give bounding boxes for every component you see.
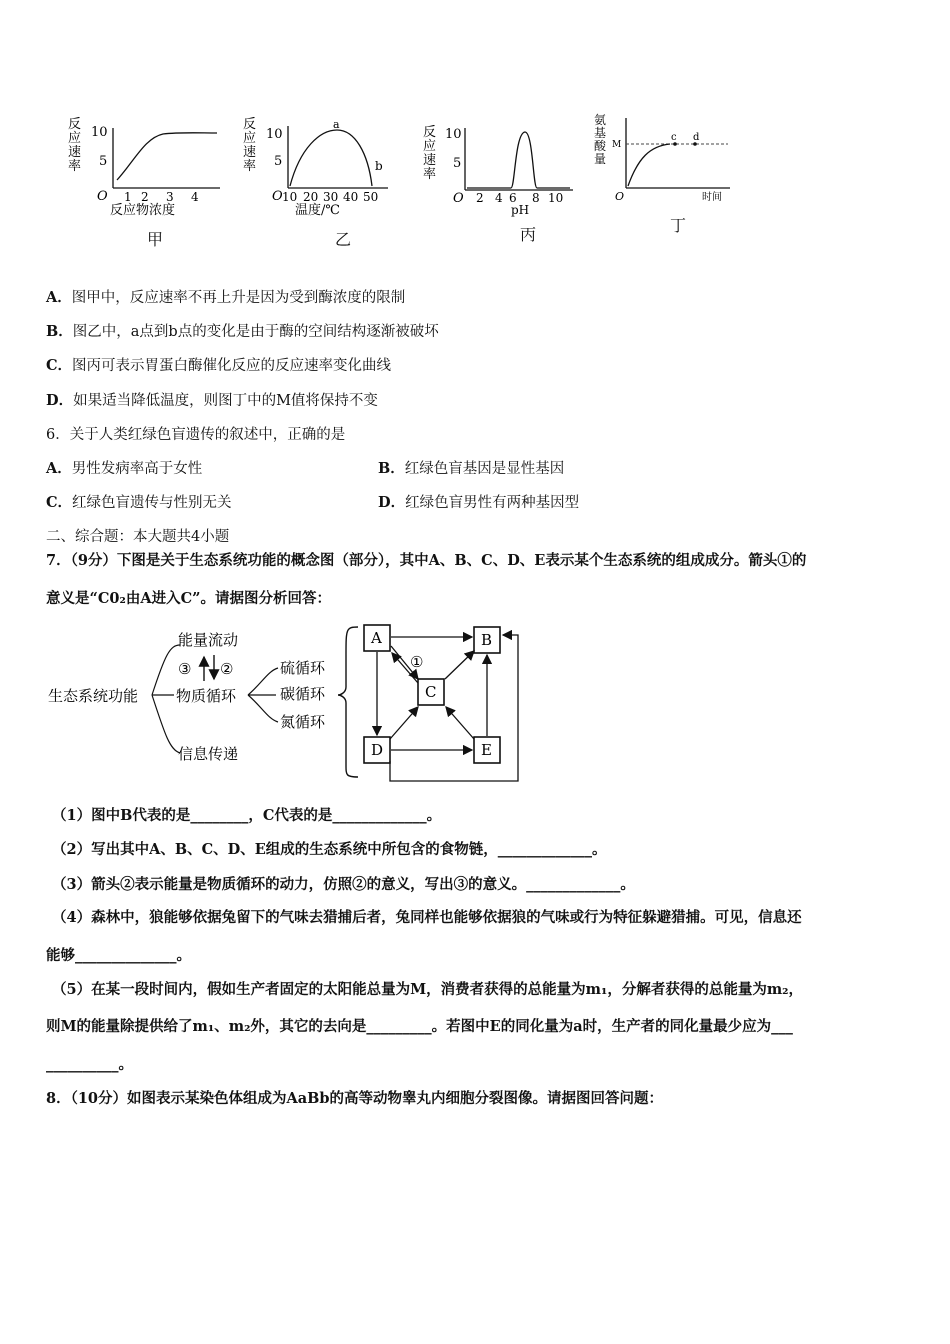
- concept-carbon-cycle: 碳循环: [280, 685, 326, 703]
- q7-sub3: （3）箭头②表示能量是物质循环的动力，仿照②的意义，写出③的意义。_____________。: [52, 876, 635, 893]
- chart-ding-annotation-c: c: [671, 132, 677, 143]
- node-D: [364, 737, 390, 763]
- chart-ding: [594, 113, 730, 203]
- svg-text:2: 2: [476, 191, 484, 205]
- chart-yi-curve: [290, 130, 372, 186]
- svg-text:反: 反: [423, 125, 437, 140]
- q7-sub5-line3: __________。: [46, 1056, 133, 1073]
- q6-option-c: C．红绿色盲遗传与性别无关: [46, 494, 232, 511]
- chart-jia-xtick: 1: [124, 190, 132, 204]
- svg-text:O: O: [615, 190, 625, 203]
- ecosystem-concept-map: [40, 615, 540, 790]
- chart-yi-annotation-b: b: [375, 159, 383, 173]
- chart-jia-ylabel-1: 反: [68, 117, 82, 132]
- concept-arrow-label-3: ③: [178, 660, 192, 678]
- svg-text:量: 量: [594, 152, 607, 166]
- chart-jia-curve: [117, 133, 217, 180]
- svg-text:率: 率: [423, 167, 437, 182]
- chart-jia-xtick: 2: [141, 190, 149, 204]
- arrow-label-1: ①: [410, 653, 424, 671]
- node-B: [474, 627, 500, 653]
- q5-option-d: D．如果适当降低温度，则图丁中的M值将保持不变: [46, 392, 378, 409]
- svg-text:应: 应: [243, 131, 257, 146]
- chart-yi-annotation-a: a: [333, 118, 340, 131]
- svg-text:基: 基: [594, 126, 607, 140]
- q6-option-d: D．红绿色盲男性有两种基因型: [378, 494, 580, 511]
- chart-ding-xlabel: 时间: [702, 192, 722, 203]
- concept-root: 生态系统功能: [48, 687, 139, 705]
- svg-text:率: 率: [243, 159, 257, 174]
- svg-text:C: C: [425, 683, 437, 701]
- svg-text:40: 40: [343, 190, 359, 204]
- svg-text:氨: 氨: [594, 113, 607, 127]
- svg-text:10: 10: [548, 191, 564, 205]
- chart-bing-label: 丙: [520, 227, 537, 244]
- q7-sub1: （1）图中B代表的是________，C代表的是_____________。: [52, 807, 442, 824]
- chart-jia-ytick-5: 5: [99, 154, 108, 169]
- chart-yi: [243, 117, 388, 218]
- svg-text:温度/℃: 温度/℃: [295, 203, 340, 218]
- q7-sub5-line2: 则M的能量除提供给了m₁、m₂外，其它的去向是_________。若图中E的同化量为a时，生产者的同化量最少应为___: [46, 1018, 793, 1035]
- section-2-heading: 二、综合题：本大题共4小题: [46, 529, 230, 545]
- svg-text:20: 20: [303, 190, 319, 204]
- chart-bing: [423, 125, 573, 217]
- q5-option-c: C．图丙可表示胃蛋白酶催化反应的反应速率变化曲线: [46, 357, 392, 374]
- concept-material-cycle: 物质循环: [176, 687, 237, 705]
- svg-text:应: 应: [68, 131, 82, 146]
- svg-text:O: O: [272, 189, 283, 204]
- svg-text:pH: pH: [511, 203, 530, 217]
- svg-text:速: 速: [423, 153, 437, 168]
- svg-text:6: 6: [509, 191, 517, 205]
- chart-ding-marker-M: M: [612, 140, 622, 150]
- svg-text:8: 8: [532, 191, 540, 205]
- chart-jia: [68, 117, 220, 218]
- svg-text:D: D: [371, 741, 384, 759]
- concept-arrow-label-2: ②: [220, 660, 234, 678]
- svg-text:10: 10: [266, 127, 283, 142]
- q5-option-b: B．图乙中，a点到b点的变化是由于酶的空间结构逐渐被破坏: [46, 323, 439, 340]
- q7-sub2: （2）写出其中A、B、C、D、E组成的生态系统中所包含的食物链，_____________。: [52, 841, 607, 858]
- svg-text:O: O: [453, 191, 464, 206]
- svg-text:5: 5: [453, 156, 462, 171]
- concept-energy-flow: 能量流动: [178, 631, 239, 649]
- svg-text:率: 率: [68, 159, 82, 174]
- concept-nitrogen-cycle: 氮循环: [280, 713, 326, 731]
- q7-sub4-line1: （4）森林中，狼能够依据兔留下的气味去猎捕后者，兔同样也能够依据狼的气味或行为特征躲避猎捕。可见，信息还: [52, 909, 802, 926]
- chart-jia-ytick-10: 10: [91, 125, 108, 140]
- chart-jia-xlabel: 反应物浓度: [110, 203, 176, 218]
- svg-text:10: 10: [445, 127, 462, 142]
- svg-text:酸: 酸: [594, 139, 607, 153]
- chart-yi-label: 乙: [335, 232, 352, 249]
- concept-sulfur-cycle: 硫循环: [280, 659, 326, 677]
- svg-text:E: E: [481, 741, 492, 759]
- q7-stem-line2: 意义是“C0₂由A进入C”。请据图分析回答：: [46, 590, 331, 607]
- svg-text:反: 反: [243, 117, 257, 132]
- svg-text:50: 50: [363, 190, 379, 204]
- svg-text:速: 速: [68, 145, 82, 160]
- chart-bing-curve: [467, 132, 570, 188]
- q6-option-b: B．红绿色盲基因是显性基因: [378, 460, 565, 477]
- chart-ding-curve: [628, 144, 670, 186]
- q6-stem: 6．关于人类红绿色盲遗传的叙述中，正确的是: [46, 427, 346, 443]
- chart-jia-origin: O: [97, 189, 108, 204]
- q7-stem-line1: 7．（9分）下图是关于生态系统功能的概念图（部分），其中A、B、C、D、E表示某个生态系统的组成成分。箭头①的: [46, 552, 807, 569]
- chart-jia-xtick: 4: [191, 190, 199, 204]
- concept-info-transfer: 信息传递: [178, 745, 239, 763]
- svg-text:5: 5: [274, 154, 283, 169]
- chart-ding-label: 丁: [670, 218, 687, 235]
- q6-option-a: A．男性发病率高于女性: [46, 460, 203, 477]
- q7-sub4-line2: 能够______________。: [46, 947, 191, 964]
- node-E: [474, 737, 500, 763]
- svg-text:4: 4: [495, 191, 503, 205]
- svg-text:速: 速: [243, 145, 257, 160]
- svg-text:A: A: [371, 629, 382, 647]
- q5-option-a: A．图甲中，反应速率不再上升是因为受到酶浓度的限制: [46, 289, 406, 306]
- node-A: [364, 625, 390, 651]
- svg-text:B: B: [481, 631, 493, 649]
- q8-stem: 8．（10分）如图表示某染色体组成为AaBb的高等动物睾丸内细胞分裂图像。请据图回答问题：: [46, 1090, 664, 1107]
- svg-text:应: 应: [423, 139, 437, 154]
- chart-jia-xtick: 3: [166, 190, 174, 204]
- chart-jia-label: 甲: [147, 232, 164, 249]
- svg-text:30: 30: [323, 190, 339, 204]
- chart-ding-annotation-d: d: [693, 132, 700, 143]
- node-C: [418, 679, 444, 705]
- enzyme-charts: [55, 108, 755, 233]
- svg-text:10: 10: [282, 190, 298, 204]
- q7-sub5-line1: （5）在某一段时间内，假如生产者固定的太阳能总量为M，消费者获得的总能量为m₁，分解者获得的总能量为m₂，: [52, 981, 804, 998]
